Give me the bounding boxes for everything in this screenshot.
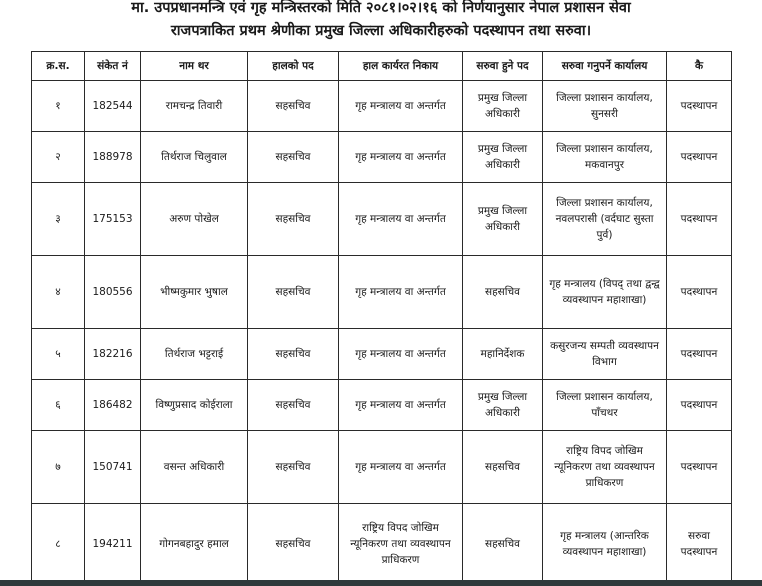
cell-new-post: सहसचिव (463, 504, 543, 585)
table-row (32, 132, 732, 183)
cell-remark: पदस्थापन (667, 431, 732, 504)
header-remark: कै (667, 52, 732, 81)
cell-current-office: गृह मन्त्रालय वा अन्तर्गत (339, 380, 463, 431)
cell-sn: ४ (32, 256, 85, 329)
cell-code: 150741 (85, 431, 141, 504)
cell-remark: पदस्थापन (667, 380, 732, 431)
cell-new-post: प्रमुख जिल्ला अधिकारी (463, 81, 543, 132)
cell-current-office: गृह मन्त्रालय वा अन्तर्गत (339, 431, 463, 504)
cell-new-post: सहसचिव (463, 256, 543, 329)
cell-current-office: गृह मन्त्रालय वा अन्तर्गत (339, 132, 463, 183)
cell-post: सहसचिव (248, 183, 339, 256)
cell-post: सहसचिव (248, 132, 339, 183)
header-sn: क्र.स. (32, 52, 85, 81)
cell-new-post: सहसचिव (463, 431, 543, 504)
cell-name: तिर्थराज चिलुवाल (141, 132, 248, 183)
cell-current-office: गृह मन्त्रालय वा अन्तर्गत (339, 183, 463, 256)
cell-sn: ६ (32, 380, 85, 431)
table-header-row (32, 52, 732, 81)
table-row (32, 431, 732, 504)
cell-name: विष्णुप्रसाद कोईराला (141, 380, 248, 431)
header-current-office: हाल कार्यरत निकाय (339, 52, 463, 81)
cell-remark: पदस्थापन (667, 81, 732, 132)
cell-remark: पदस्थापन (667, 132, 732, 183)
cell-remark: पदस्थापन (667, 183, 732, 256)
cell-code: 186482 (85, 380, 141, 431)
cell-name: तिर्थराज भट्टराई (141, 329, 248, 380)
cell-post: सहसचिव (248, 81, 339, 132)
bottom-edge-bar (0, 580, 762, 586)
cell-transfer-office: कसुरजन्य सम्पती व्यवस्थापन विभाग (543, 329, 667, 380)
cell-current-office: राष्ट्रिय विपद जोखिम न्यूनिकरण तथा व्यवस्थापन प्राधिकरण (339, 504, 463, 585)
cell-name: गोगनबहादुर हमाल (141, 504, 248, 585)
table-row (32, 81, 732, 132)
cell-new-post: प्रमुख जिल्ला अधिकारी (463, 380, 543, 431)
cell-post: सहसचिव (248, 256, 339, 329)
cell-name: अरुण पोखेल (141, 183, 248, 256)
cell-transfer-office: जिल्ला प्रशासन कार्यालय, मकवानपुर (543, 132, 667, 183)
cell-transfer-office: जिल्ला प्रशासन कार्यालय, नवलपरासी (वर्दघाट सुस्ता पुर्व) (543, 183, 667, 256)
cell-code: 175153 (85, 183, 141, 256)
cell-new-post: प्रमुख जिल्ला अधिकारी (463, 183, 543, 256)
cell-current-office: गृह मन्त्रालय वा अन्तर्गत (339, 256, 463, 329)
document-heading-line-2: राजपत्राकित प्रथम श्रेणीका प्रमुख जिल्ला अधिकारीहरुको पदस्थापन तथा सरुवा। (170, 23, 592, 39)
cell-code: 182544 (85, 81, 141, 132)
table-row (32, 380, 732, 431)
cell-current-office: गृह मन्त्रालय वा अन्तर्गत (339, 329, 463, 380)
table-row (32, 504, 732, 585)
cell-new-post: प्रमुख जिल्ला अधिकारी (463, 132, 543, 183)
cell-code: 194211 (85, 504, 141, 585)
cell-post: सहसचिव (248, 380, 339, 431)
cell-name: वसन्त अधिकारी (141, 431, 248, 504)
document-heading-line-1: मा. उपप्रधानमन्त्रि एवं गृह मन्त्रिस्तरको मिति २०८१।०२।१६ को निर्णयानुसार नेपाल प्रशासन सेवा (131, 0, 631, 16)
header-name: नाम थर (141, 52, 248, 81)
cell-post: सहसचिव (248, 504, 339, 585)
cell-code: 188978 (85, 132, 141, 183)
header-code: संकेत नं (85, 52, 141, 81)
cell-transfer-office: गृह मन्त्रालय (विपद् तथा द्वन्द्व व्यवस्थापन महाशाखा) (543, 256, 667, 329)
cell-sn: २ (32, 132, 85, 183)
cell-remark: पदस्थापन (667, 329, 732, 380)
cell-sn: ८ (32, 504, 85, 585)
cell-transfer-office: राष्ट्रिय विपद जोखिम न्यूनिकरण तथा व्यवस्थापन प्राधिकरण (543, 431, 667, 504)
cell-current-office: गृह मन्त्रालय वा अन्तर्गत (339, 81, 463, 132)
cell-transfer-office: जिल्ला प्रशासन कार्यालय, पाँचथर (543, 380, 667, 431)
cell-remark: सरुवा पदस्थापन (667, 504, 732, 585)
cell-new-post: महानिर्देशक (463, 329, 543, 380)
cell-transfer-office: गृह मन्त्रालय (आन्तरिक व्यवस्थापन महाशाखा) (543, 504, 667, 585)
transfer-table (31, 51, 732, 585)
cell-sn: १ (32, 81, 85, 132)
table-row (32, 329, 732, 380)
cell-name: भीष्मकुमार भुषाल (141, 256, 248, 329)
cell-name: रामचन्द्र तिवारी (141, 81, 248, 132)
cell-sn: ३ (32, 183, 85, 256)
cell-sn: ५ (32, 329, 85, 380)
cell-post: सहसचिव (248, 431, 339, 504)
cell-code: 182216 (85, 329, 141, 380)
header-new-post: सरुवा हुने पद (463, 52, 543, 81)
cell-remark: पदस्थापन (667, 256, 732, 329)
header-transfer-office: सरुवा गनुपर्ने कार्यालय (543, 52, 667, 81)
table-row (32, 256, 732, 329)
table-row (32, 183, 732, 256)
cell-post: सहसचिव (248, 329, 339, 380)
cell-code: 180556 (85, 256, 141, 329)
header-post: हालको पद (248, 52, 339, 81)
cell-sn: ७ (32, 431, 85, 504)
cell-transfer-office: जिल्ला प्रशासन कार्यालय, सुनसरी (543, 81, 667, 132)
